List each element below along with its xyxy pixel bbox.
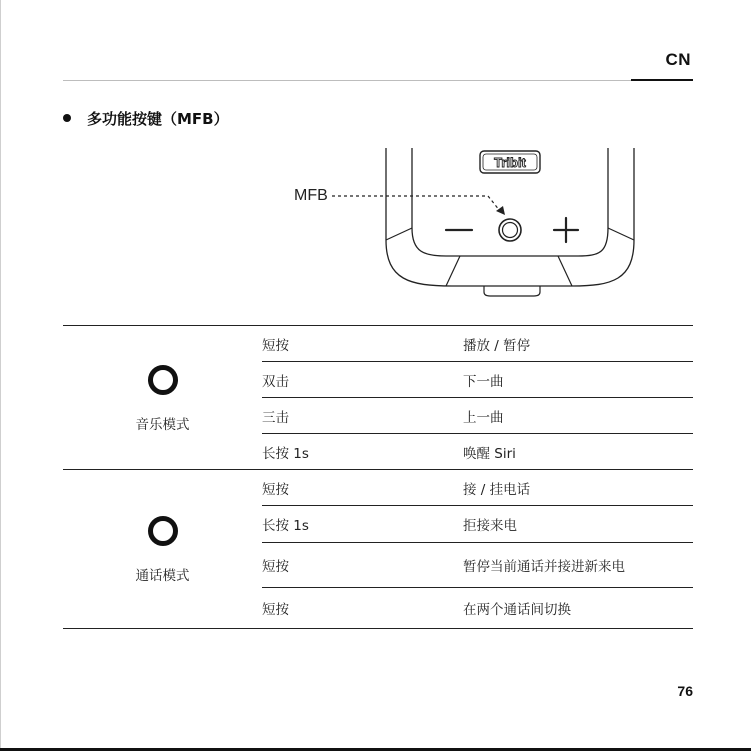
press-cell: 短按: [262, 559, 289, 575]
press-cell: 短按: [262, 481, 289, 498]
logo-text: Tribit: [494, 155, 526, 170]
mfb-button-inner: [503, 223, 518, 238]
bumper-line-bottom-right: [558, 256, 572, 286]
mfb-ring-icon: [146, 514, 180, 548]
function-cell: 接 / 挂电话: [463, 481, 531, 498]
page-number: 76: [677, 683, 693, 699]
speaker-diagram: [280, 140, 640, 300]
page-left-edge: [0, 0, 1, 751]
bumper-line-right: [608, 228, 634, 240]
press-cell: 长按 1s: [262, 518, 309, 534]
header-rule: [63, 80, 631, 81]
press-cell: 短按: [262, 602, 289, 618]
press-cell: 短按: [262, 337, 289, 354]
function-cell: 唤醒 Siri: [463, 445, 516, 462]
header-rule-accent: [631, 79, 693, 81]
press-cell: 双击: [262, 373, 289, 390]
bumper-line-bottom-left: [446, 256, 460, 286]
bumper-line-left: [386, 228, 412, 240]
function-cell: 拒接来电: [463, 518, 517, 534]
speaker-bottom-tab: [484, 286, 540, 296]
function-cell: 下一曲: [463, 373, 504, 390]
mfb-label: MFB: [294, 187, 328, 204]
call-mode-label: 通话模式: [135, 568, 190, 584]
press-cell: 长按 1s: [262, 445, 309, 462]
music-mode-label: 音乐模式: [135, 416, 190, 433]
function-cell: 在两个通话间切换: [463, 602, 571, 618]
function-cell: 播放 / 暂停: [463, 337, 531, 354]
table-row: [63, 470, 693, 506]
call-mode-cell: [63, 470, 262, 629]
function-cell: 上一曲: [463, 409, 504, 426]
language-label: CN: [665, 50, 691, 69]
bullet-icon: [63, 114, 71, 122]
music-mode-cell: [63, 326, 262, 470]
section-title-text: 多功能按键（MFB）: [87, 110, 229, 128]
press-cell: 三击: [262, 409, 289, 426]
mfb-leader-line: [332, 196, 500, 211]
mfb-ring-icon: [146, 363, 180, 397]
function-cell: 暂停当前通话并接进新来电: [463, 559, 625, 575]
mfb-function-table: [63, 325, 693, 629]
table-row: [63, 326, 693, 362]
section-title: [63, 108, 229, 129]
